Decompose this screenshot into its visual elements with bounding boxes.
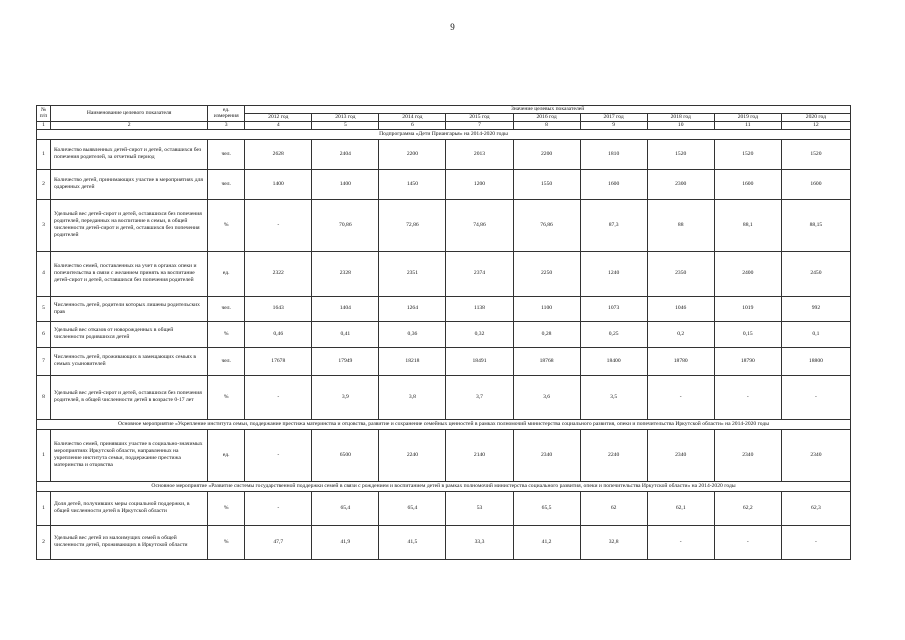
indicator-value: 1600 xyxy=(714,169,781,199)
indicator-unit: чел. xyxy=(208,296,245,321)
indicator-value: 87,3 xyxy=(580,199,647,251)
indicator-value: 18780 xyxy=(647,347,714,375)
row-number: 3 xyxy=(37,199,51,251)
indicator-value: 1520 xyxy=(647,139,714,169)
indicator-value: 992 xyxy=(781,296,850,321)
indicator-value: 17678 xyxy=(245,347,312,375)
indicator-name: Численность детей, родители которых лишены родительских прав xyxy=(51,296,208,321)
column-number: 10 xyxy=(647,121,714,129)
indicator-row xyxy=(37,169,851,199)
indicator-value: 1450 xyxy=(379,169,446,199)
indicator-value: 1404 xyxy=(312,296,379,321)
indicator-value: - xyxy=(647,525,714,559)
indicator-row xyxy=(37,321,851,347)
indicator-value: 2340 xyxy=(714,429,781,481)
indicator-unit: чел. xyxy=(208,139,245,169)
indicator-value: 2628 xyxy=(245,139,312,169)
row-number: 2 xyxy=(37,169,51,199)
indicator-unit: % xyxy=(208,199,245,251)
section-header-row xyxy=(37,481,851,491)
column-number: 8 xyxy=(513,121,580,129)
indicator-value: 88,1 xyxy=(714,199,781,251)
row-number: 7 xyxy=(37,347,51,375)
header-unit: ед. измерения xyxy=(208,106,245,122)
indicator-row xyxy=(37,251,851,296)
indicator-value: 2240 xyxy=(580,429,647,481)
row-number: 1 xyxy=(37,429,51,481)
indicator-value: 0,1 xyxy=(781,321,850,347)
indicator-value: 1100 xyxy=(513,296,580,321)
header-year: 2012 год xyxy=(245,113,312,121)
indicator-value: 41,5 xyxy=(379,525,446,559)
header-year: 2015 год xyxy=(446,113,513,121)
indicator-value: 1200 xyxy=(446,169,513,199)
indicator-value: 72,86 xyxy=(379,199,446,251)
section-title: Основное мероприятие «Развитие системы государственной поддержки семей в связи с рождением и воспитанием детей в рамках полномочий министерства социального развития, опеки и попечительства Иркутской области» на 2014-2020 годы xyxy=(37,481,851,491)
indicator-value: 88,15 xyxy=(781,199,850,251)
indicator-row xyxy=(37,525,851,559)
indicator-value: 1400 xyxy=(245,169,312,199)
indicator-name: Количество выявленных детей-сирот и детей, оставшихся без попечения родителей, за отчетный период xyxy=(51,139,208,169)
indicator-value: 2400 xyxy=(714,251,781,296)
column-number: 4 xyxy=(245,121,312,129)
indicator-value: 3,9 xyxy=(312,375,379,419)
indicator-value: - xyxy=(647,375,714,419)
indicator-value: 53 xyxy=(446,491,513,525)
indicator-name: Количество семей, принявших участие в социально-значимых мероприятиях Иркутской области, направленных на укрепление института семьи, поддержание престижа материнства и отцовства xyxy=(51,429,208,481)
header-name: Наименование целевого показателя xyxy=(51,106,208,122)
row-number: 6 xyxy=(37,321,51,347)
indicator-value: 47,7 xyxy=(245,525,312,559)
indicator-value: 2340 xyxy=(781,429,850,481)
indicator-value: 1073 xyxy=(580,296,647,321)
indicator-value: 2140 xyxy=(446,429,513,481)
indicator-value: - xyxy=(781,375,850,419)
indicator-value: 65,5 xyxy=(513,491,580,525)
indicator-value: 2013 xyxy=(446,139,513,169)
indicator-value: 2200 xyxy=(513,139,580,169)
indicator-value: 1520 xyxy=(714,139,781,169)
indicator-row xyxy=(37,199,851,251)
indicator-value: 1019 xyxy=(714,296,781,321)
indicator-value: 0,15 xyxy=(714,321,781,347)
indicator-value: 18218 xyxy=(379,347,446,375)
indicator-value: - xyxy=(245,375,312,419)
indicator-value: 2450 xyxy=(781,251,850,296)
page-number: 9 xyxy=(450,22,455,32)
indicator-value: 18400 xyxy=(580,347,647,375)
indicator-value: 18768 xyxy=(513,347,580,375)
indicator-row xyxy=(37,375,851,419)
indicator-value: 1240 xyxy=(580,251,647,296)
indicator-unit: % xyxy=(208,375,245,419)
column-number: 2 xyxy=(51,121,208,129)
indicator-value: 32,8 xyxy=(580,525,647,559)
header-num: № п/п xyxy=(37,106,51,122)
indicator-value: 41,9 xyxy=(312,525,379,559)
row-number: 5 xyxy=(37,296,51,321)
indicator-unit: чел. xyxy=(208,347,245,375)
target-indicators-table xyxy=(36,105,851,560)
column-number: 11 xyxy=(714,121,781,129)
indicator-value: 18800 xyxy=(781,347,850,375)
indicator-value: 3,7 xyxy=(446,375,513,419)
indicator-value: - xyxy=(714,375,781,419)
indicator-value: 33,3 xyxy=(446,525,513,559)
column-number: 6 xyxy=(379,121,446,129)
indicator-value: 2300 xyxy=(647,169,714,199)
row-number: 1 xyxy=(37,139,51,169)
indicator-value: 3,5 xyxy=(580,375,647,419)
indicator-value: 1643 xyxy=(245,296,312,321)
header-year: 2014 год xyxy=(379,113,446,121)
indicator-value: 0,46 xyxy=(245,321,312,347)
indicator-value: 1138 xyxy=(446,296,513,321)
indicator-name: Удельный вес отказов от новорожденных в общей численности родившихся детей xyxy=(51,321,208,347)
indicator-name: Количество семей, поставленных на учет в органах опеки и попечительства в связи с желанием принять на воспитание детей-сирот и детей, оставшихся без попечения родителей xyxy=(51,251,208,296)
indicator-value: 18491 xyxy=(446,347,513,375)
indicator-name: Удельный вес детей-сирот и детей, оставшихся без попечения родителей, переданных на воспитание в семьи, в общей численности детей-сирот и детей, оставшихся без попечения родителей xyxy=(51,199,208,251)
indicator-value: 65,4 xyxy=(379,491,446,525)
header-values: Значение целевых показателей xyxy=(245,106,851,114)
section-header-row xyxy=(37,419,851,429)
row-number: 1 xyxy=(37,491,51,525)
indicator-name: Удельный вес детей-сирот и детей, оставшихся без попечения родителей, в общей численности детей в возрасте 0-17 лет xyxy=(51,375,208,419)
indicator-value: 0,36 xyxy=(379,321,446,347)
header-year: 2018 год xyxy=(647,113,714,121)
indicator-row xyxy=(37,296,851,321)
indicator-value: 2328 xyxy=(312,251,379,296)
column-number: 9 xyxy=(580,121,647,129)
indicator-row xyxy=(37,139,851,169)
column-number: 1 xyxy=(37,121,51,129)
indicator-value: 1600 xyxy=(781,169,850,199)
header-year: 2019 год xyxy=(714,113,781,121)
indicator-value: - xyxy=(781,525,850,559)
indicator-value: 18790 xyxy=(714,347,781,375)
indicator-value: 0,2 xyxy=(647,321,714,347)
indicator-unit: ед. xyxy=(208,251,245,296)
column-number: 5 xyxy=(312,121,379,129)
indicator-value: 2351 xyxy=(379,251,446,296)
indicator-value: 2340 xyxy=(647,429,714,481)
header-year: 2016 год xyxy=(513,113,580,121)
indicator-value: 3,8 xyxy=(379,375,446,419)
header-year: 2017 год xyxy=(580,113,647,121)
indicator-name: Численность детей, проживающих в замещающих семьях в семьях усыновителей xyxy=(51,347,208,375)
indicator-value: 0,41 xyxy=(312,321,379,347)
indicator-value: 70,86 xyxy=(312,199,379,251)
indicator-value: 41,2 xyxy=(513,525,580,559)
indicator-value: 1810 xyxy=(580,139,647,169)
indicator-value: 2404 xyxy=(312,139,379,169)
section-title: Основное мероприятие «Укрепление института семьи, поддержание престижа материнства и отцовства, развитие и сохранение семейных ценностей в рамках полномочий министерства социального развития, опеки и попечительства Иркутской области» на 2014-2020 годы xyxy=(37,419,851,429)
indicator-value: - xyxy=(245,491,312,525)
section-title: Подпрограмма «Дети Приангарья» на 2014-2020 годы xyxy=(37,129,851,139)
header-year: 2020 год xyxy=(781,113,850,121)
indicator-value: 2340 xyxy=(513,429,580,481)
indicator-value: - xyxy=(714,525,781,559)
indicator-value: 62,3 xyxy=(781,491,850,525)
indicator-value: - xyxy=(245,429,312,481)
row-number: 2 xyxy=(37,525,51,559)
indicator-row xyxy=(37,429,851,481)
row-number: 8 xyxy=(37,375,51,419)
header-year: 2013 год xyxy=(312,113,379,121)
indicator-name: Доля детей, получивших меры социальной поддержки, в общей численности детей в Иркутской области xyxy=(51,491,208,525)
indicator-name: Количество детей, принимающих участие в мероприятиях для одаренных детей xyxy=(51,169,208,199)
indicator-value: 17949 xyxy=(312,347,379,375)
indicator-value: 2250 xyxy=(513,251,580,296)
indicator-value: 0,25 xyxy=(580,321,647,347)
indicator-unit: % xyxy=(208,321,245,347)
column-number: 12 xyxy=(781,121,850,129)
column-number: 3 xyxy=(208,121,245,129)
indicator-name: Удельный вес детей из малоимущих семей в общей численности детей, проживающих в Иркутской области xyxy=(51,525,208,559)
indicator-value: 1600 xyxy=(580,169,647,199)
indicator-value: 76,86 xyxy=(513,199,580,251)
indicator-row xyxy=(37,491,851,525)
indicator-value: 65,4 xyxy=(312,491,379,525)
column-number: 7 xyxy=(446,121,513,129)
indicator-value: 1550 xyxy=(513,169,580,199)
indicator-value: 88 xyxy=(647,199,714,251)
row-number: 4 xyxy=(37,251,51,296)
indicator-value: 74,86 xyxy=(446,199,513,251)
indicator-value: 1400 xyxy=(312,169,379,199)
indicator-value: 1264 xyxy=(379,296,446,321)
indicator-value: 2322 xyxy=(245,251,312,296)
indicator-unit: % xyxy=(208,525,245,559)
indicator-value: 0,32 xyxy=(446,321,513,347)
indicator-value: 62,2 xyxy=(714,491,781,525)
indicator-value: 3,6 xyxy=(513,375,580,419)
indicator-unit: чел. xyxy=(208,169,245,199)
indicator-value: 62 xyxy=(580,491,647,525)
section-header-row xyxy=(37,129,851,139)
indicator-value: 62,1 xyxy=(647,491,714,525)
indicator-value: 0,28 xyxy=(513,321,580,347)
indicator-value: 1046 xyxy=(647,296,714,321)
indicator-value: 2350 xyxy=(647,251,714,296)
indicator-unit: ед. xyxy=(208,429,245,481)
indicator-value: 2240 xyxy=(379,429,446,481)
indicator-value: 6500 xyxy=(312,429,379,481)
indicator-value: 1520 xyxy=(781,139,850,169)
indicator-value: - xyxy=(245,199,312,251)
indicator-row xyxy=(37,347,851,375)
indicator-value: 2200 xyxy=(379,139,446,169)
indicator-value: 2374 xyxy=(446,251,513,296)
indicator-unit: % xyxy=(208,491,245,525)
